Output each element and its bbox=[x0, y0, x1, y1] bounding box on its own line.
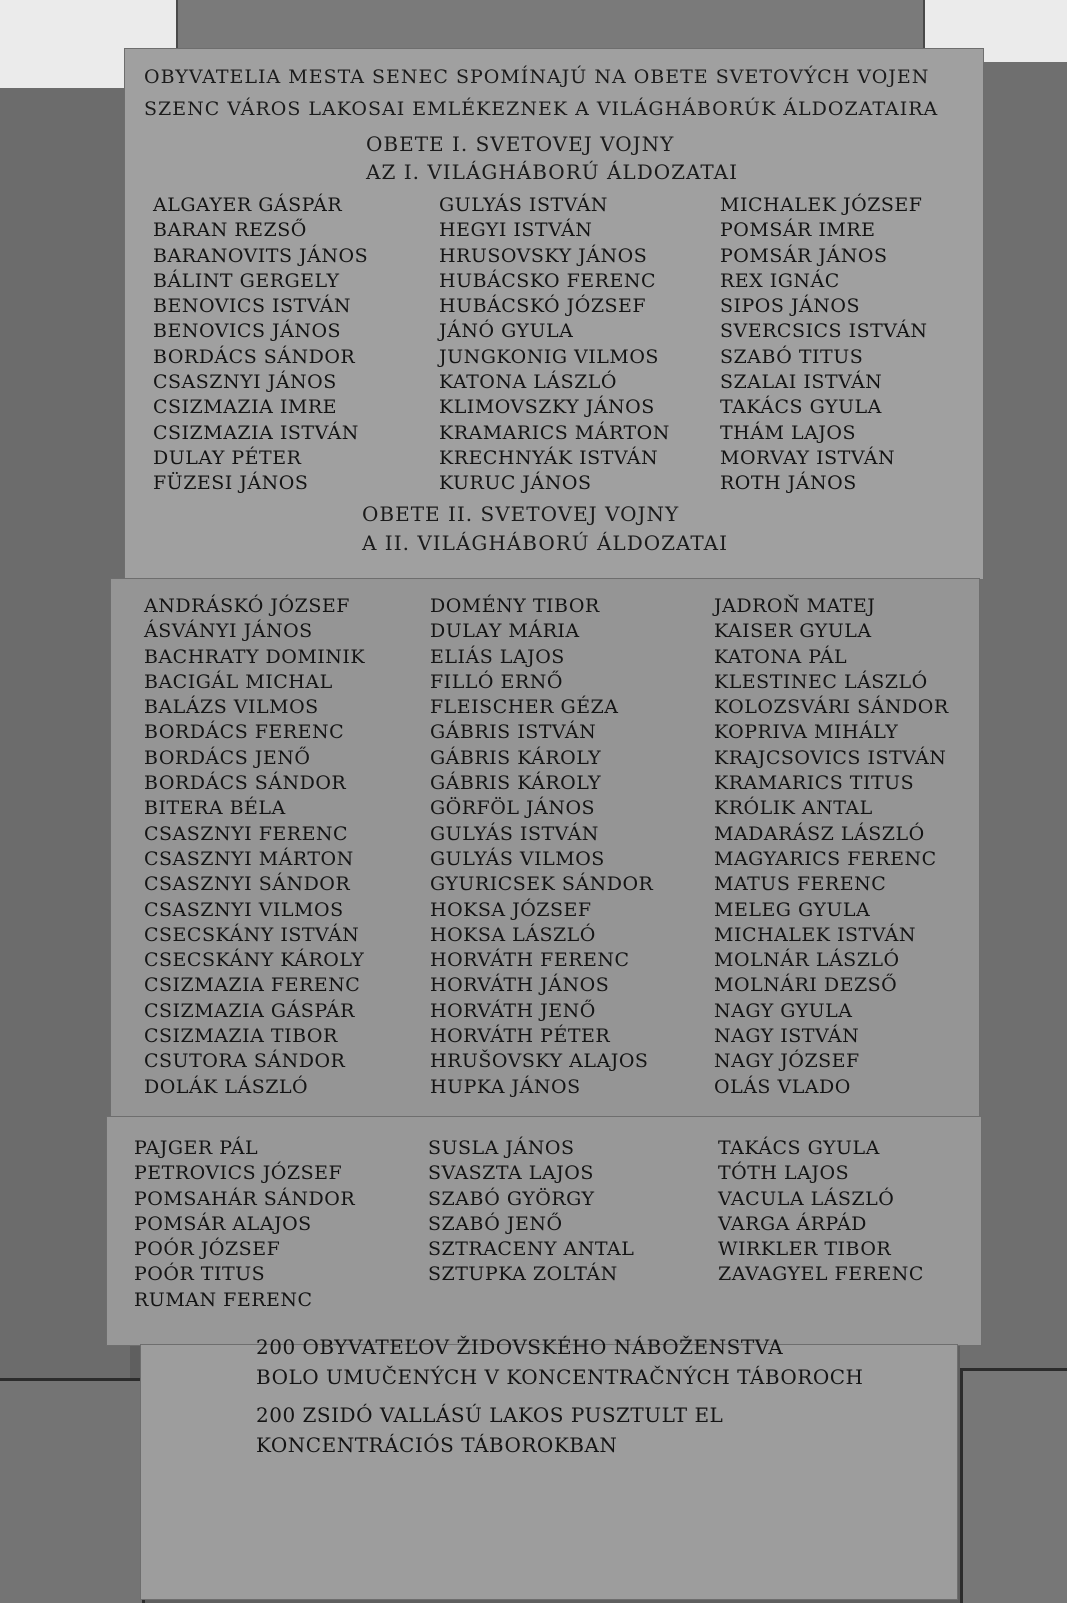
memorial-name: SVASZTA LAJOS bbox=[428, 1162, 594, 1185]
memorial-name: HRUŠOVSKY ALAJOS bbox=[430, 1050, 649, 1073]
memorial-name: KRÓLIK ANTAL bbox=[714, 797, 873, 820]
memorial-name: CSASZNYI VILMOS bbox=[144, 898, 344, 921]
memorial-name: SZTRACENY ANTAL bbox=[428, 1238, 635, 1261]
ww2-continued-names-column-1 bbox=[134, 1136, 355, 1313]
memorial-name: MICHALEK JÓZSEF bbox=[720, 194, 923, 216]
memorial-name: TAKÁCS GYULA bbox=[720, 396, 882, 419]
memorial-name: MICHALEK ISTVÁN bbox=[714, 923, 916, 946]
memorial-name: CSASZNYI FERENC bbox=[144, 822, 349, 845]
memorial-name: HUBÁCSKÓ JÓZSEF bbox=[439, 295, 647, 318]
memorial-name: REX IGNÁC bbox=[720, 269, 840, 292]
memorial-name: MELEG GYULA bbox=[714, 898, 871, 921]
memorial-name: KOPRIVA MIHÁLY bbox=[714, 721, 899, 744]
memorial-name: MADARÁSZ LÁSZLÓ bbox=[714, 822, 925, 845]
memorial-name: SZABÓ TITUS bbox=[720, 345, 864, 368]
memorial-name: CSIZMAZIA FERENC bbox=[144, 974, 361, 997]
monument-base-right bbox=[960, 1368, 1067, 1603]
ww2-heading-slovak: OBETE II. SVETOVEJ VOJNY bbox=[362, 502, 680, 526]
memorial-name: BARAN REZSŐ bbox=[153, 219, 307, 242]
footer-hungarian bbox=[256, 1400, 723, 1460]
memorial-name: HEGYI ISTVÁN bbox=[439, 219, 593, 242]
memorial-name: BÁLINT GERGELY bbox=[153, 269, 340, 292]
memorial-name: DOLÁK LÁSZLÓ bbox=[144, 1075, 309, 1098]
memorial-name: HORVÁTH JÁNOS bbox=[430, 974, 610, 997]
memorial-name: CSASZNYI MÁRTON bbox=[144, 847, 354, 870]
memorial-name: VACULA LÁSZLÓ bbox=[718, 1187, 895, 1210]
memorial-name: WIRKLER TIBOR bbox=[718, 1238, 892, 1261]
memorial-name: GÁBRIS ISTVÁN bbox=[430, 721, 597, 744]
memorial-name: DOMÉNY TIBOR bbox=[430, 595, 600, 617]
plaque-title-slovak: OBYVATELIA MESTA SENEC SPOMÍNAJÚ NA OBETE SVETOVÝCH VOJEN bbox=[144, 66, 930, 88]
memorial-name: GULYÁS ISTVÁN bbox=[430, 822, 599, 845]
memorial-name: BENOVICS ISTVÁN bbox=[153, 295, 351, 318]
memorial-name: MORVAY ISTVÁN bbox=[720, 446, 896, 469]
memorial-name: GULYÁS ISTVÁN bbox=[439, 194, 608, 216]
memorial-name: BARANOVITS JÁNOS bbox=[153, 244, 369, 267]
ww1-names-column-2 bbox=[439, 193, 670, 497]
memorial-name: CSUTORA SÁNDOR bbox=[144, 1050, 346, 1073]
memorial-name: ZAVAGYEL FERENC bbox=[718, 1263, 924, 1286]
memorial-name: BENOVICS JÁNOS bbox=[153, 320, 342, 343]
memorial-name: BALÁZS VILMOS bbox=[144, 696, 319, 719]
memorial-name: SZALAI ISTVÁN bbox=[720, 371, 883, 394]
memorial-name: HUBÁCSKO FERENC bbox=[439, 269, 657, 292]
memorial-name: SZABÓ JENŐ bbox=[428, 1212, 563, 1235]
monument-base-left bbox=[0, 1378, 145, 1603]
footer-slovak-line-2: BOLO UMUČENÝCH V KONCENTRAČNÝCH TÁBOROCH bbox=[256, 1365, 864, 1389]
memorial-name: HUPKA JÁNOS bbox=[430, 1075, 581, 1098]
memorial-name: CSIZMAZIA TIBOR bbox=[144, 1025, 338, 1048]
footer-hungarian-line-2: KONCENTRÁCIÓS TÁBOROKBAN bbox=[256, 1433, 618, 1457]
ww2-names-column-1 bbox=[144, 594, 365, 1100]
memorial-name: KRAMARICS MÁRTON bbox=[439, 421, 670, 444]
memorial-name: ELIÁS LAJOS bbox=[430, 645, 565, 668]
memorial-name: MAGYARICS FERENC bbox=[714, 847, 937, 870]
memorial-name: ÁSVÁNYI JÁNOS bbox=[144, 620, 313, 643]
plaque-title-hungarian: SZENC VÁROS LAKOSAI EMLÉKEZNEK A VILÁGHÁBORÚK ÁLDOZATAIRA bbox=[144, 98, 939, 120]
memorial-name: POMSÁR IMRE bbox=[720, 219, 876, 242]
memorial-name: OLÁS VLADO bbox=[714, 1075, 851, 1098]
ww2-names-column-2 bbox=[430, 594, 653, 1100]
memorial-name: GÖRFÖL JÁNOS bbox=[430, 797, 596, 820]
ww2-heading-hungarian: A II. VILÁGHÁBORÚ ÁLDOZATAI bbox=[362, 531, 728, 555]
memorial-name: CSIZMAZIA GÁSPÁR bbox=[144, 999, 355, 1022]
memorial-name: JADROŇ MATEJ bbox=[714, 595, 876, 617]
memorial-name: KURUC JÁNOS bbox=[439, 472, 592, 495]
memorial-name: BORDÁCS SÁNDOR bbox=[153, 345, 356, 368]
memorial-name: NAGY JÓZSEF bbox=[714, 1050, 860, 1073]
memorial-name: FILLÓ ERNŐ bbox=[430, 670, 563, 693]
footer-slovak bbox=[256, 1332, 864, 1392]
memorial-name: MOLNÁR LÁSZLÓ bbox=[714, 949, 900, 972]
footer-hungarian-line-1: 200 ZSIDÓ VALLÁSÚ LAKOS PUSZTULT EL bbox=[256, 1403, 724, 1427]
memorial-name: SZTUPKA ZOLTÁN bbox=[428, 1263, 618, 1286]
memorial-name: DULAY MÁRIA bbox=[430, 620, 580, 643]
memorial-name: BACIGÁL MICHAL bbox=[144, 670, 333, 693]
memorial-name: BORDÁCS JENŐ bbox=[144, 746, 311, 769]
memorial-name: SZABÓ GYÖRGY bbox=[428, 1187, 595, 1210]
memorial-name: POÓR TITUS bbox=[134, 1263, 266, 1286]
memorial-name: FÜZESI JÁNOS bbox=[153, 472, 309, 495]
memorial-name: POMSÁR JÁNOS bbox=[720, 244, 888, 267]
memorial-name: KAISER GYULA bbox=[714, 620, 872, 643]
memorial-name: KOLOZSVÁRI SÁNDOR bbox=[714, 696, 949, 719]
memorial-name: CSASZNYI JÁNOS bbox=[153, 371, 337, 394]
memorial-name: HORVÁTH FERENC bbox=[430, 949, 630, 972]
memorial-name: KATONA LÁSZLÓ bbox=[439, 371, 617, 394]
memorial-name: HOKSA JÓZSEF bbox=[430, 898, 592, 921]
memorial-name: FLEISCHER GÉZA bbox=[430, 696, 619, 719]
memorial-name: KRECHNYÁK ISTVÁN bbox=[439, 446, 659, 469]
memorial-name: GÁBRIS KÁROLY bbox=[430, 772, 602, 795]
memorial-name: MATUS FERENC bbox=[714, 873, 887, 896]
memorial-name: ALGAYER GÁSPÁR bbox=[153, 194, 343, 216]
memorial-name: CSECSKÁNY ISTVÁN bbox=[144, 923, 360, 946]
memorial-name: RUMAN FERENC bbox=[134, 1288, 313, 1311]
memorial-name: CSECSKÁNY KÁROLY bbox=[144, 949, 365, 972]
memorial-name: CSIZMAZIA ISTVÁN bbox=[153, 421, 359, 444]
memorial-name: ROTH JÁNOS bbox=[720, 472, 857, 495]
memorial-name: SIPOS JÁNOS bbox=[720, 295, 860, 318]
ww2-continued-names-column-2 bbox=[428, 1136, 634, 1288]
ww1-names-column-1 bbox=[153, 193, 368, 497]
footer-slovak-line-1: 200 OBYVATEĽOV ŽIDOVSKÉHO NÁBOŽENSTVA bbox=[256, 1335, 784, 1359]
ww2-continued-names-column-3 bbox=[718, 1136, 924, 1288]
memorial-name: HRUSOVSKY JÁNOS bbox=[439, 244, 648, 267]
memorial-name: KRAMARICS TITUS bbox=[714, 772, 915, 795]
memorial-name: CSIZMAZIA IMRE bbox=[153, 396, 338, 419]
memorial-name: KLESTINEC LÁSZLÓ bbox=[714, 670, 928, 693]
memorial-name: PAJGER PÁL bbox=[134, 1137, 259, 1159]
ww1-heading-slovak: OBETE I. SVETOVEJ VOJNY bbox=[366, 132, 675, 156]
memorial-name: THÁM LAJOS bbox=[720, 421, 857, 444]
memorial-name: JÁNÓ GYULA bbox=[439, 320, 574, 343]
memorial-name: BITERA BÉLA bbox=[144, 797, 286, 820]
memorial-name: SVERCSICS ISTVÁN bbox=[720, 320, 928, 343]
memorial-name: JUNGKONIG VILMOS bbox=[439, 345, 659, 368]
memorial-name: POÓR JÓZSEF bbox=[134, 1238, 281, 1261]
memorial-name: HORVÁTH JENŐ bbox=[430, 999, 596, 1022]
memorial-name: VARGA ÁRPÁD bbox=[718, 1212, 867, 1235]
memorial-name: KRAJCSOVICS ISTVÁN bbox=[714, 746, 947, 769]
memorial-name: TÓTH LAJOS bbox=[718, 1162, 850, 1185]
memorial-name: HORVÁTH PÉTER bbox=[430, 1025, 611, 1048]
memorial-name: GYURICSEK SÁNDOR bbox=[430, 873, 654, 896]
memorial-name: GÁBRIS KÁROLY bbox=[430, 746, 602, 769]
memorial-name: PETROVICS JÓZSEF bbox=[134, 1162, 343, 1185]
memorial-name: KATONA PÁL bbox=[714, 645, 848, 668]
memorial-name: POMSAHÁR SÁNDOR bbox=[134, 1187, 356, 1210]
memorial-name: NAGY GYULA bbox=[714, 999, 853, 1022]
memorial-name: HOKSA LÁSZLÓ bbox=[430, 923, 596, 946]
memorial-name: KLIMOVSZKY JÁNOS bbox=[439, 396, 655, 419]
memorial-name: SUSLA JÁNOS bbox=[428, 1137, 575, 1159]
ww1-heading-hungarian: AZ I. VILÁGHÁBORÚ ÁLDOZATAI bbox=[366, 160, 738, 184]
memorial-name: BORDÁCS SÁNDOR bbox=[144, 772, 347, 795]
memorial-name: BORDÁCS FERENC bbox=[144, 721, 345, 744]
memorial-name: GULYÁS VILMOS bbox=[430, 847, 605, 870]
memorial-name: DULAY PÉTER bbox=[153, 446, 302, 469]
memorial-name: POMSÁR ALAJOS bbox=[134, 1212, 312, 1235]
memorial-name: TAKÁCS GYULA bbox=[718, 1137, 880, 1159]
memorial-name: ANDRÁSKÓ JÓZSEF bbox=[144, 595, 350, 617]
ww1-names-column-3 bbox=[720, 193, 928, 497]
memorial-name: CSASZNYI SÁNDOR bbox=[144, 873, 351, 896]
memorial-name: MOLNÁRI DEZSŐ bbox=[714, 974, 898, 997]
memorial-name: NAGY ISTVÁN bbox=[714, 1025, 860, 1048]
memorial-name: BACHRATY DOMINIK bbox=[144, 645, 366, 668]
ww2-names-column-3 bbox=[714, 594, 949, 1100]
